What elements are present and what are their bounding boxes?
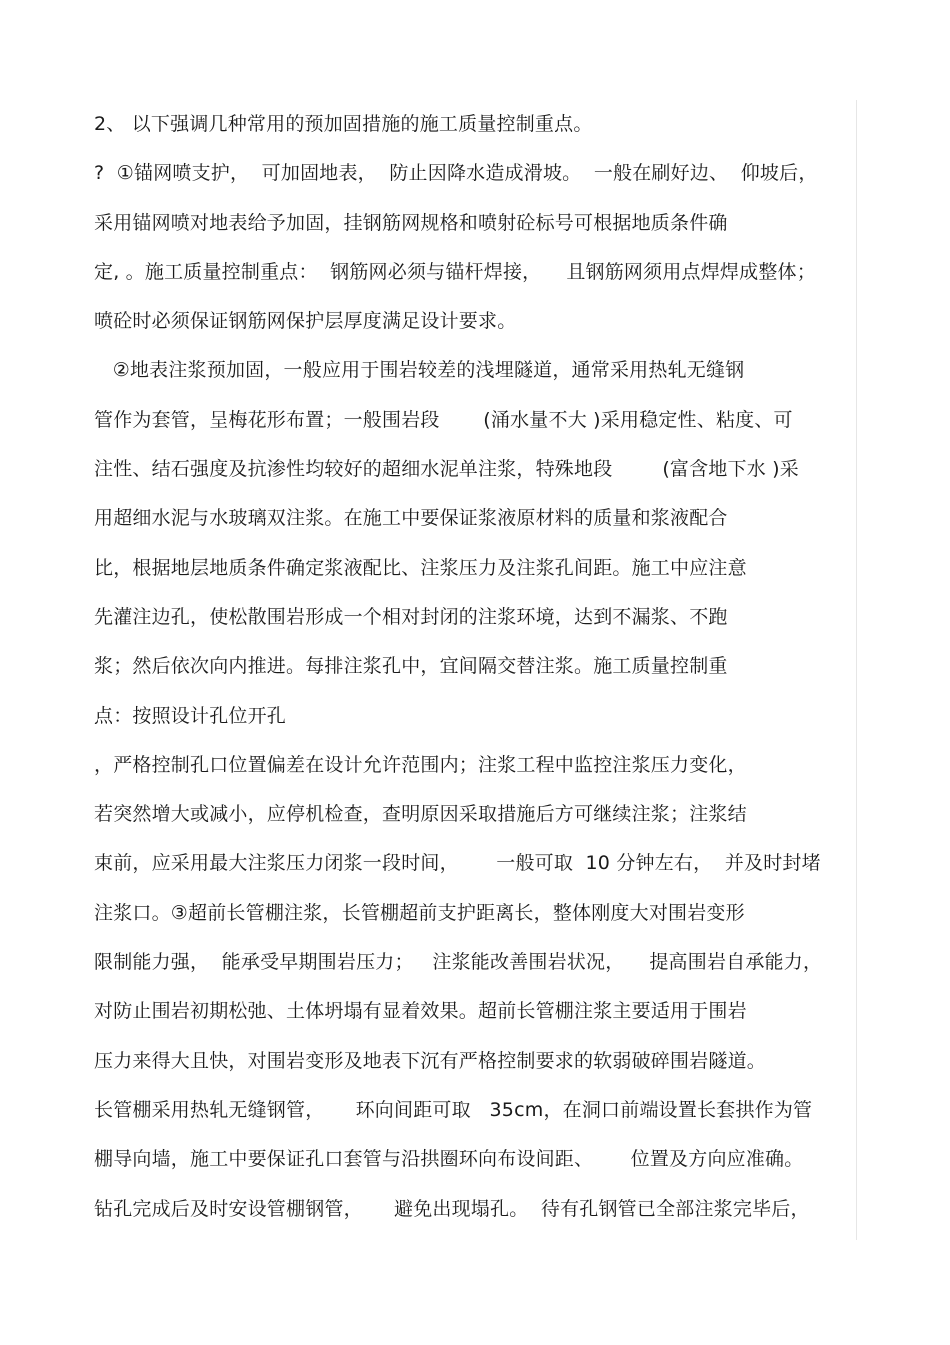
text-line: 注性、结石强度及抗渗性均较好的超细水泥单注浆，特殊地段 (富含地下水 )采: [94, 458, 799, 481]
text-line: 棚导向墙，施工中要保证孔口套管与沿拱圈环向布设间距、 位置及方向应准确。: [94, 1148, 804, 1171]
text-line: 若突然增大或减小，应停机检查，查明原因采取措施后方可继续注浆；注浆结: [94, 803, 747, 826]
text-line: 用超细水泥与水玻璃双注浆。在施工中要保证浆液原材料的质量和浆液配合: [94, 507, 728, 530]
text-line: 点：按照设计孔位开孔: [94, 704, 287, 727]
text-line: ②地表注浆预加固，一般应用于围岩较差的浅埋隧道，通常采用热轧无缝钢: [94, 359, 745, 382]
text-line: 浆；然后依次向内推进。每排注浆孔中，宜间隔交替注浆。施工质量控制重: [94, 655, 728, 678]
text-line: 喷砼时必须保证钢筋网保护层厚度满足设计要求。: [94, 310, 517, 333]
text-line: 管作为套管，呈梅花形布置；一般围岩段 (涌水量不大 )采用稳定性、粘度、可: [94, 408, 793, 431]
text-line: 对防止围岩初期松弛、土体坍塌有显着效果。超前长管棚注浆主要适用于围岩: [94, 1000, 747, 1023]
text-line: 2、 以下强调几种常用的预加固措施的施工质量控制重点。: [94, 113, 593, 135]
text-line: ? ①锚网喷支护， 可加固地表， 防止因降水造成滑坡。 一般在刷好边、 仰坡后，: [94, 162, 818, 185]
text-line: ，严格控制孔口位置偏差在设计允许范围内；注浆工程中监控注浆压力变化，: [94, 753, 747, 776]
text-line: 压力来得大且快，对围岩变形及地表下沉有严格控制要求的软弱破碎围岩隧道。: [94, 1049, 767, 1072]
text-line: 先灌注边孔，使松散围岩形成一个相对封闭的注浆环境，达到不漏浆、不跑: [94, 605, 728, 628]
text-line: 注浆口。③超前长管棚注浆，长管棚超前支护距离长，整体刚度大对围岩变形: [94, 901, 745, 924]
text-line: 束前，应采用最大注浆压力闭浆一段时间， 一般可取 10 分钟左右， 并及时封堵: [94, 852, 821, 875]
text-line: 定, 。施工质量控制重点： 钢筋网必须与锚杆焊接， 且钢筋网须用点焊焊成整体；: [94, 260, 816, 283]
text-line: 比，根据地层地质条件确定浆液配比、注浆压力及注浆孔间距。施工中应注意: [94, 556, 747, 579]
text-line: 采用锚网喷对地表给予加固，挂钢筋网规格和喷射砼标号可根据地质条件确: [94, 211, 728, 234]
text-line: 钻孔完成后及时安设管棚钢管， 避免出现塌孔。 待有孔钢管已全部注浆完毕后，: [94, 1197, 810, 1220]
document-body: [94, 106, 864, 1240]
text-line: 限制能力强， 能承受早期围岩压力； 注浆能改善围岩状况， 提高围岩自承能力，: [94, 951, 823, 974]
text-line: 长管棚采用热轧无缝钢管， 环向间距可取 35cm，在洞口前端设置长套拱作为管: [94, 1098, 813, 1121]
